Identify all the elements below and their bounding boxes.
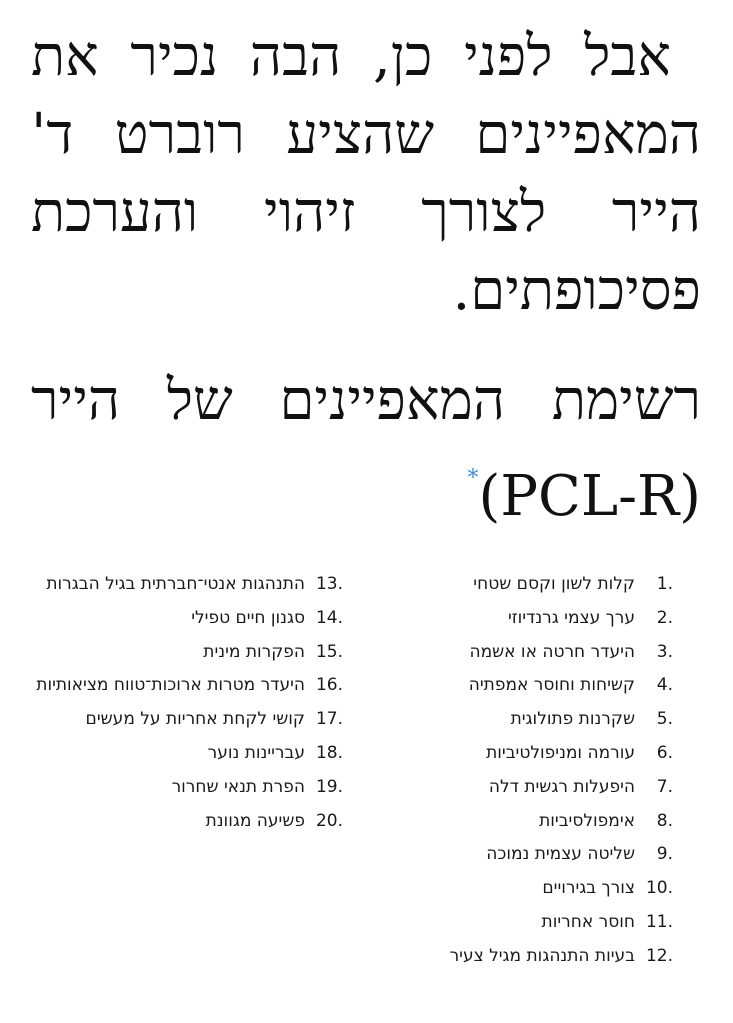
heading-abbr-text: (PCL-R) (478, 464, 701, 529)
list-item (383, 940, 673, 974)
heading-abbreviation (468, 440, 702, 536)
list-item-text: עבריינות נוער (207, 742, 305, 763)
list-item-number: 13. (315, 574, 343, 594)
list-item (33, 602, 343, 636)
list-item (33, 737, 343, 771)
list-item-number: 18. (315, 742, 343, 763)
list-item (33, 703, 343, 737)
list-item (383, 602, 673, 636)
list-item (33, 669, 343, 703)
list-item-number: 20. (315, 810, 343, 831)
list-item-text: צורך בגירויים (542, 878, 635, 899)
footnote-asterisk-link[interactable]: * (467, 466, 479, 491)
list-item (383, 703, 673, 737)
list-item-text: קלות לשון וקסם שטחי (473, 574, 635, 594)
list-item-text: התנהגות אנטי־חברתית בגיל הבגרות (46, 574, 305, 594)
section-heading (31, 362, 701, 536)
list-item-number: 17. (315, 709, 343, 730)
list-item-number: 9. (656, 844, 673, 865)
list-item (383, 737, 673, 771)
list-item-number: 5. (656, 709, 673, 730)
list-item-text: הפרת תנאי שחרור (171, 776, 305, 797)
list-item (383, 906, 673, 940)
list-item-text: שקרנות פתולוגית (510, 709, 635, 730)
list-item-text: שליטה עצמית נמוכה (486, 844, 635, 865)
list-item-number: 1. (656, 574, 673, 594)
list-item (33, 636, 343, 670)
list-item (33, 568, 343, 602)
list-item-number: 12. (645, 945, 673, 966)
list-item (33, 805, 343, 839)
list-item-text: קשיחות וחוסר אמפתיה (468, 675, 635, 696)
list-item-text: עורמה ומניפולטיביות (486, 742, 635, 763)
list-item-text: הפקרות מינית (203, 641, 305, 662)
list-item-text: סגנון חיים טפילי (191, 607, 305, 628)
list-item-number: 11. (645, 911, 673, 932)
characteristics-list-left (33, 568, 343, 838)
intro-paragraph: אבל לפני כן, הבה נכיר את המאפיינים שהציע רוברט ד' הייר לצורך זיהוי והערכת פסיכופתים. (31, 24, 701, 323)
list-item-text: בעיות התנהגות מגיל צעיר (449, 945, 635, 966)
list-item-text: אימפולסיביות (539, 810, 635, 831)
list-item (383, 872, 673, 906)
list-item-text: היעדר חרטה או אשמה (469, 641, 635, 662)
list-item-text: קושי לקחת אחריות על מעשים (85, 709, 305, 730)
list-item (383, 636, 673, 670)
list-item-text: היעדר מטרות ארוכות־טווח מציאותיות (36, 675, 305, 696)
list-item-number: 2. (656, 607, 673, 628)
heading-text: רשימת המאפיינים של הייר (31, 368, 701, 433)
list-item-text: היפעלות רגשית דלה (488, 776, 635, 797)
list-item (383, 568, 673, 602)
list-item (383, 669, 673, 703)
list-item-text: חוסר אחריות (541, 911, 635, 932)
list-item-text: פשיעה מגוונת (205, 810, 305, 831)
list-item-number: 3. (656, 641, 673, 662)
list-item-number: 10. (645, 878, 673, 899)
list-item-number: 15. (315, 641, 343, 662)
list-item-number: 8. (656, 810, 673, 831)
list-item (383, 771, 673, 805)
list-item-text: ערך עצמי גרנדיוזי (507, 607, 635, 628)
list-item (383, 805, 673, 839)
list-item-number: 19. (315, 776, 343, 797)
list-item-number: 16. (315, 675, 343, 696)
list-item (33, 771, 343, 805)
list-item-number: 14. (315, 607, 343, 628)
characteristics-list-right (383, 568, 673, 974)
list-item-number: 6. (656, 742, 673, 763)
list-item (383, 838, 673, 872)
list-item-number: 7. (656, 776, 673, 797)
list-item-number: 4. (656, 675, 673, 696)
